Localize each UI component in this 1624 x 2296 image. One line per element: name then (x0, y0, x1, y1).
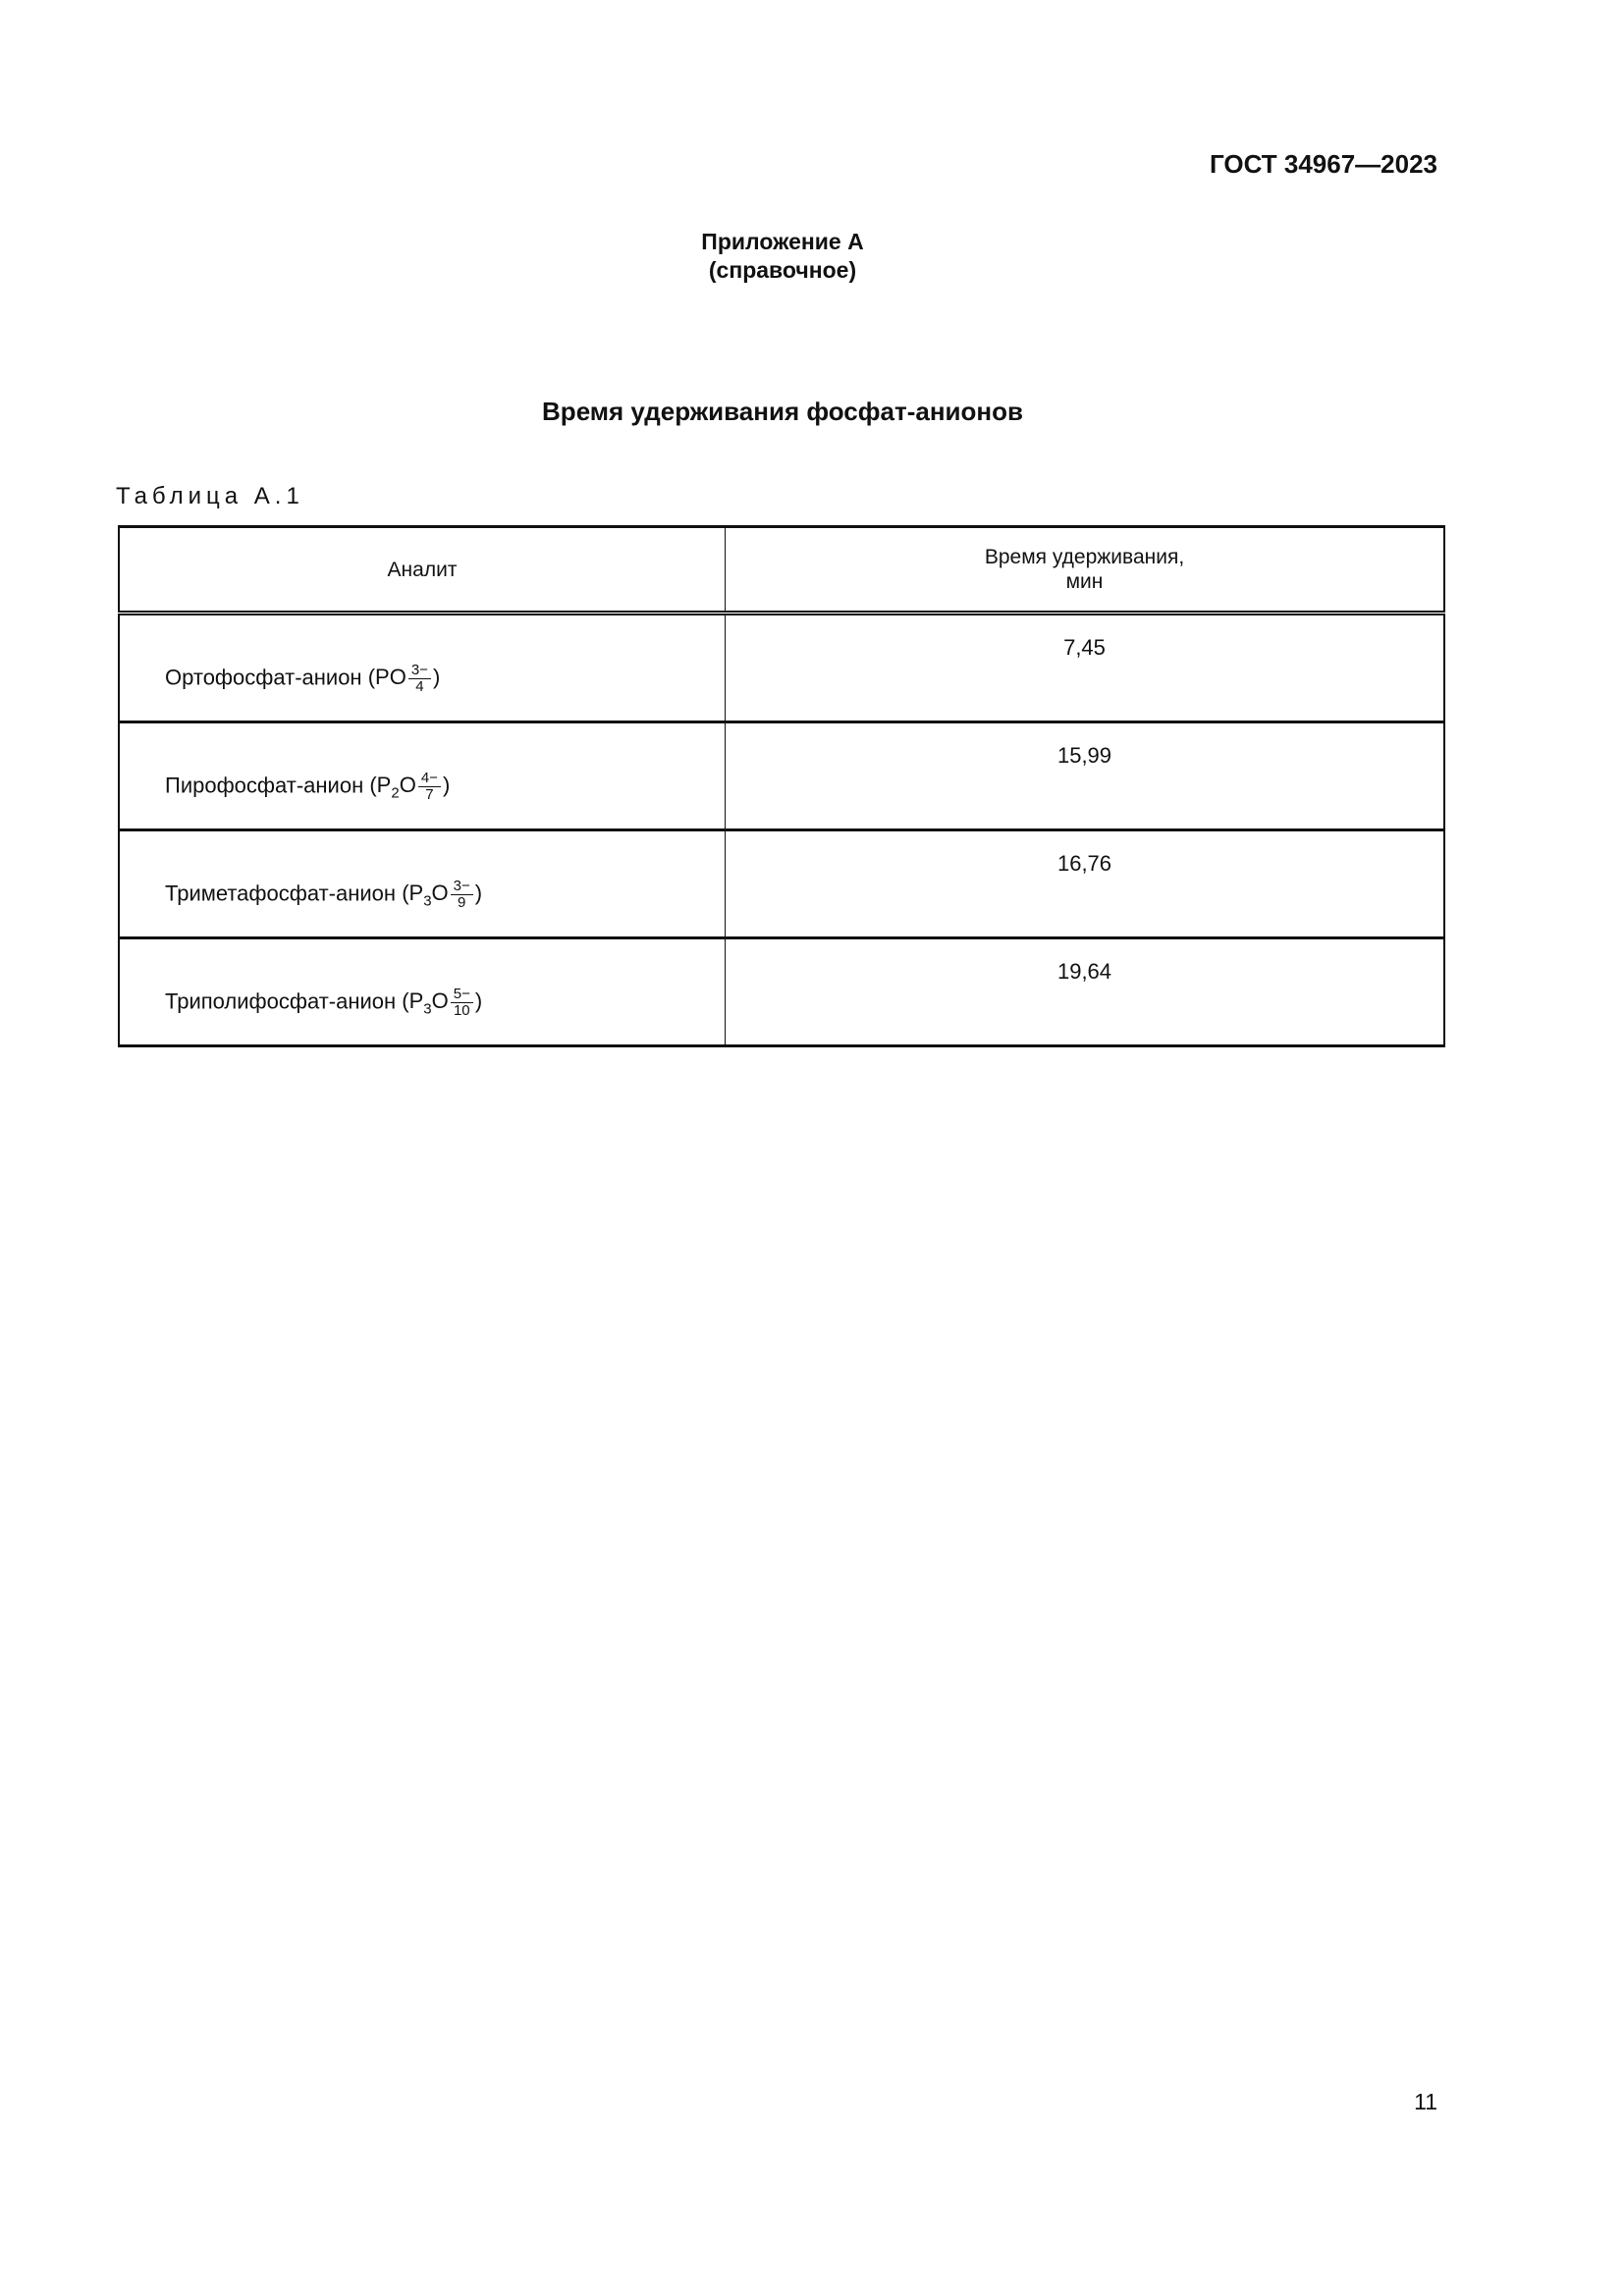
formula-charge: 4− (418, 771, 441, 787)
formula-oxygen-index: 10 (453, 1002, 470, 1019)
formula-charge: 3− (451, 879, 473, 895)
table-label: Таблица А.1 (116, 483, 304, 509)
retention-time-value: 15,99 (726, 722, 1445, 830)
column-header-analyte: Аналит (119, 527, 726, 614)
analyte-cell (119, 938, 726, 1046)
column-header-retention-time (726, 527, 1445, 614)
formula-oxygen: O (431, 988, 449, 1014)
analyte-name: Триполифосфат-анион (165, 988, 397, 1014)
formula-close: ) (432, 665, 441, 690)
table-row (119, 614, 1444, 722)
analyte-name: Пирофосфат-анион (165, 773, 364, 798)
formula-subscript: 3 (423, 1000, 432, 1018)
formula-base: (P (402, 988, 424, 1014)
formula-base: (PO (367, 665, 406, 690)
formula-base: (P (402, 881, 424, 906)
formula-charge-fraction (408, 663, 431, 695)
analyte-name: Триметафосфат-анион (165, 881, 397, 906)
formula-oxygen: O (399, 773, 416, 798)
formula-oxygen-index: 4 (415, 678, 424, 695)
column-header-line-1: Время удерживания, (984, 546, 1185, 568)
appendix-title: Приложение А (701, 229, 864, 254)
table-header-row (119, 527, 1444, 614)
analyte-formula (369, 770, 451, 803)
formula-oxygen: O (431, 881, 449, 906)
formula-charge-fraction (451, 879, 473, 911)
formula-charge-fraction (451, 987, 473, 1019)
section-title: Время удерживания фосфат-анионов (542, 397, 1023, 426)
analyte-cell (119, 722, 726, 830)
table-row (119, 938, 1444, 1046)
page-number: 11 (1414, 2089, 1437, 2114)
formula-close: ) (474, 881, 483, 906)
formula-oxygen-index: 7 (425, 786, 434, 803)
analyte-name: Ортофосфат-анион (165, 665, 362, 690)
formula-subscript: 3 (423, 892, 432, 910)
analyte-formula (402, 986, 483, 1019)
retention-time-value: 16,76 (726, 830, 1445, 938)
retention-time-table (118, 525, 1445, 1047)
formula-subscript: 2 (391, 784, 400, 802)
formula-close: ) (442, 773, 451, 798)
formula-base: (P (369, 773, 392, 798)
retention-time-value: 19,64 (726, 938, 1445, 1046)
retention-time-value: 7,45 (726, 614, 1445, 722)
analyte-formula (402, 878, 483, 911)
formula-oxygen-index: 9 (458, 894, 466, 911)
formula-charge-fraction (418, 771, 441, 803)
table-row (119, 722, 1444, 830)
appendix-heading (0, 228, 1565, 285)
appendix-subtitle: (справочное) (708, 257, 857, 283)
column-header-unit: мин (1065, 570, 1104, 593)
analyte-formula (367, 662, 441, 695)
analyte-cell (119, 614, 726, 722)
document-code: ГОСТ 34967—2023 (1210, 149, 1437, 179)
formula-charge: 5− (451, 987, 473, 1003)
table-row (119, 830, 1444, 938)
formula-charge: 3− (408, 663, 431, 679)
formula-close: ) (474, 988, 483, 1014)
analyte-cell (119, 830, 726, 938)
